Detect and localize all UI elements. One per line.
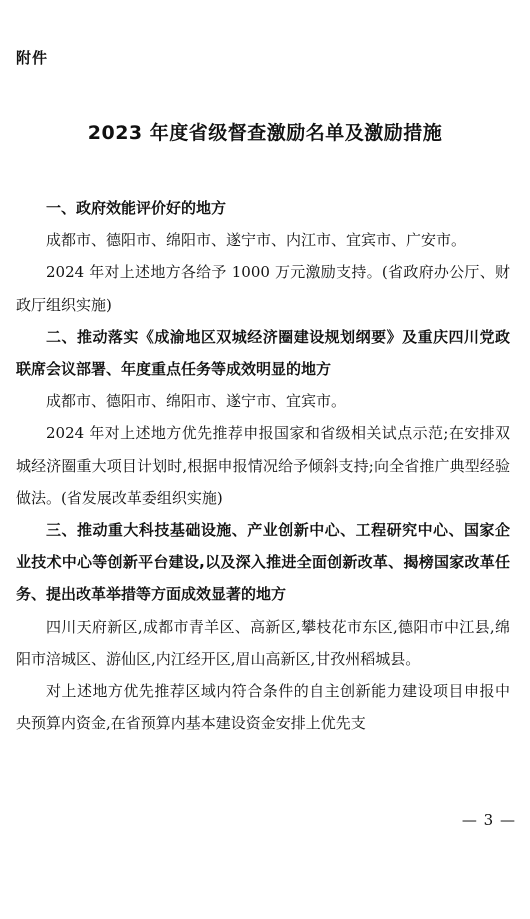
section-2-paragraph: 成都市、德阳市、绵阳市、遂宁市、宜宾市。 — [46, 392, 347, 411]
section-3-paragraph: 四川天府新区,成都市青羊区、高新区,攀枝花市东区,德阳市中江县,绵阳市涪城区、游仙区,内江经开区,眉山高新区,甘孜州稻城县。 — [16, 617, 510, 668]
section-1-paragraph: 2024 年对上述地方各给予 1000 万元激励支持。(省政府办公厅、财政厅组织实施) — [16, 263, 510, 314]
section-2-heading: 二、推动落实《成渝地区双城经济圈建设规划纲要》及重庆四川党政联席会议部署、年度重点任务等成效明显的地方 — [16, 327, 510, 379]
page-number: — 3 — — [461, 811, 516, 829]
attachment-label: 附件 — [16, 49, 49, 67]
section-3-heading: 三、推动重大科技基础设施、产业创新中心、工程研究中心、国家企业技术中心等创新平台建设,以及深入推进全面创新改革、揭榜国家改革任务、提出改革举措等方面成效显著的地方 — [16, 521, 510, 604]
section-2-paragraph: 2024 年对上述地方优先推荐申报国家和省级相关试点示范;在安排双城经济圈重大项目计划时,根据申报情况给予倾斜支持;向全省推广典型经验做法。(省发展改革委组织实施) — [16, 424, 510, 507]
document-title: 2023 年度省级督查激励名单及激励措施 — [87, 122, 443, 144]
section-3-paragraph: 对上述地方优先推荐区域内符合条件的自主创新能力建设项目申报中央预算内资金,在省预算内基本建设资金安排上优先支 — [16, 682, 510, 733]
document-body — [16, 192, 510, 739]
section-1-paragraph: 成都市、德阳市、绵阳市、遂宁市、内江市、宜宾市、广安市。 — [46, 231, 467, 250]
section-1-heading: 一、政府效能评价好的地方 — [46, 199, 227, 217]
